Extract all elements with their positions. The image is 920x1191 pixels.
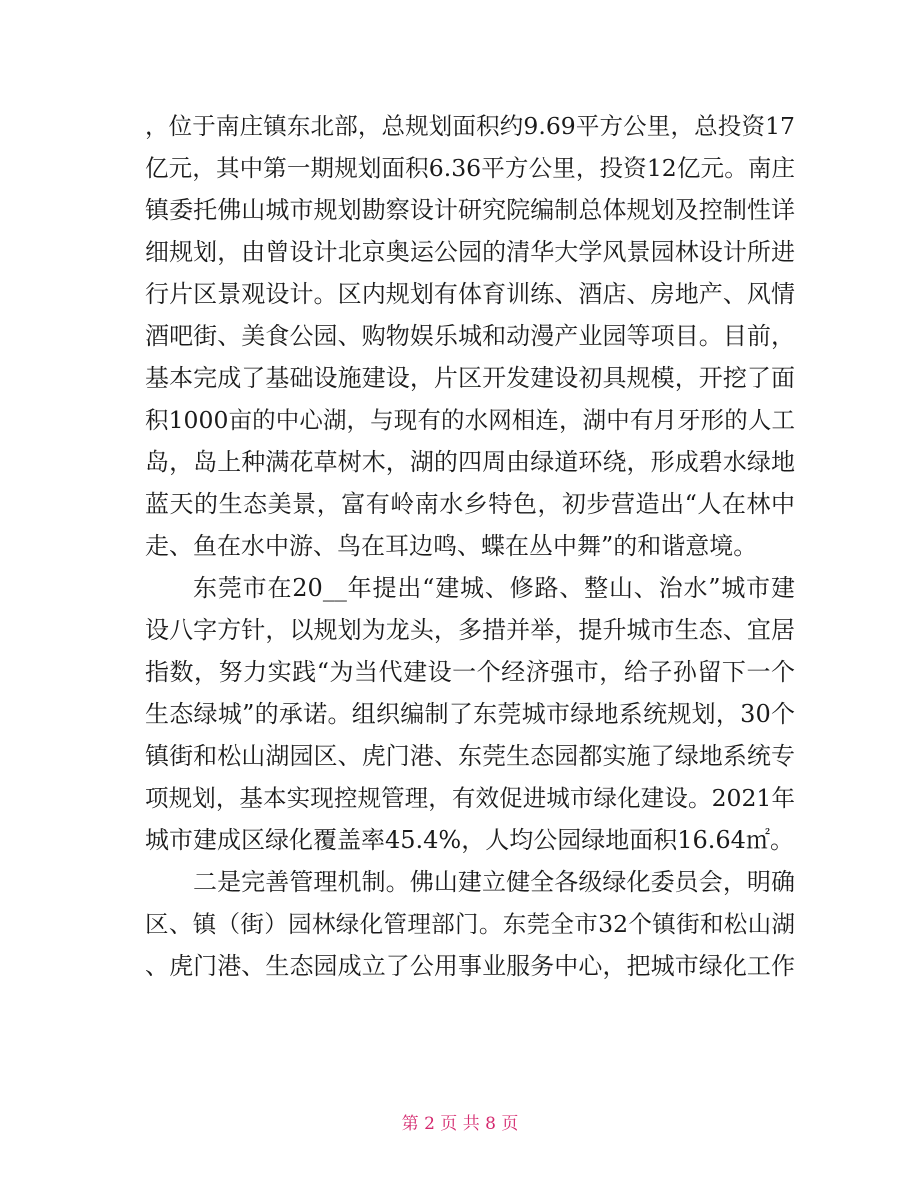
text-line: 细规划，由曾设计北京奥运公园的清华大学风景园林设计所进 [145,238,795,266]
text-line: 生态绿城”的承诺。组织编制了东莞城市绿地系统规划，30个 [145,700,795,728]
text-line: 蓝天的生态美景，富有岭南水乡特色，初步营造出“人在林中 [145,490,795,518]
text-line: 酒吧街、美食公园、购物娱乐城和动漫产业园等项目。目前， [145,322,795,350]
text-line: ，位于南庄镇东北部，总规划面积约9.69平方公里，总投资17 [145,112,795,140]
text-line: 走、鱼在水中游、鸟在耳边鸣、蝶在丛中舞”的和谐意境。 [145,532,758,560]
text-line: 亿元，其中第一期规划面积6.36平方公里，投资12亿元。南庄 [145,154,795,182]
text-line: 区、镇（街）园林绿化管理部门。东莞全市32个镇街和松山湖 [145,910,795,938]
text-line: 岛，岛上种满花草树木，湖的四周由绿道环绕，形成碧水绿地 [145,448,795,476]
text-line: 镇街和松山湖园区、虎门港、东莞生态园都实施了绿地系统专 [145,742,795,770]
page-number-footer: 第 2 页 共 8 页 [401,1114,519,1134]
text-line: 东莞市在20__年提出“建城、修路、整山、治水”城市建 [193,574,795,602]
text-line: 二是完善管理机制。佛山建立健全各级绿化委员会，明确 [193,868,795,896]
text-line: 积1000亩的中心湖，与现有的水网相连，湖中有月牙形的人工 [145,406,795,434]
text-line: 设八字方针，以规划为龙头，多措并举，提升城市生态、宜居 [145,616,795,644]
text-line: 城市建成区绿化覆盖率45.4%，人均公园绿地面积16.64㎡。 [145,826,794,854]
text-line: 指数，努力实践“为当代建设一个经济强市，给子孙留下一个 [145,658,795,686]
text-line: 项规划，基本实现控规管理，有效促进城市绿化建设。2021年 [145,784,795,812]
text-line: 基本完成了基础设施建设，片区开发建设初具规模，开挖了面 [145,364,795,392]
text-line: 行片区景观设计。区内规划有体育训练、酒店、房地产、风情 [145,280,795,308]
text-line: 镇委托佛山城市规划勘察设计研究院编制总体规划及控制性详 [145,196,795,224]
text-line: 、虎门港、生态园成立了公用事业服务中心，把城市绿化工作 [145,952,795,980]
